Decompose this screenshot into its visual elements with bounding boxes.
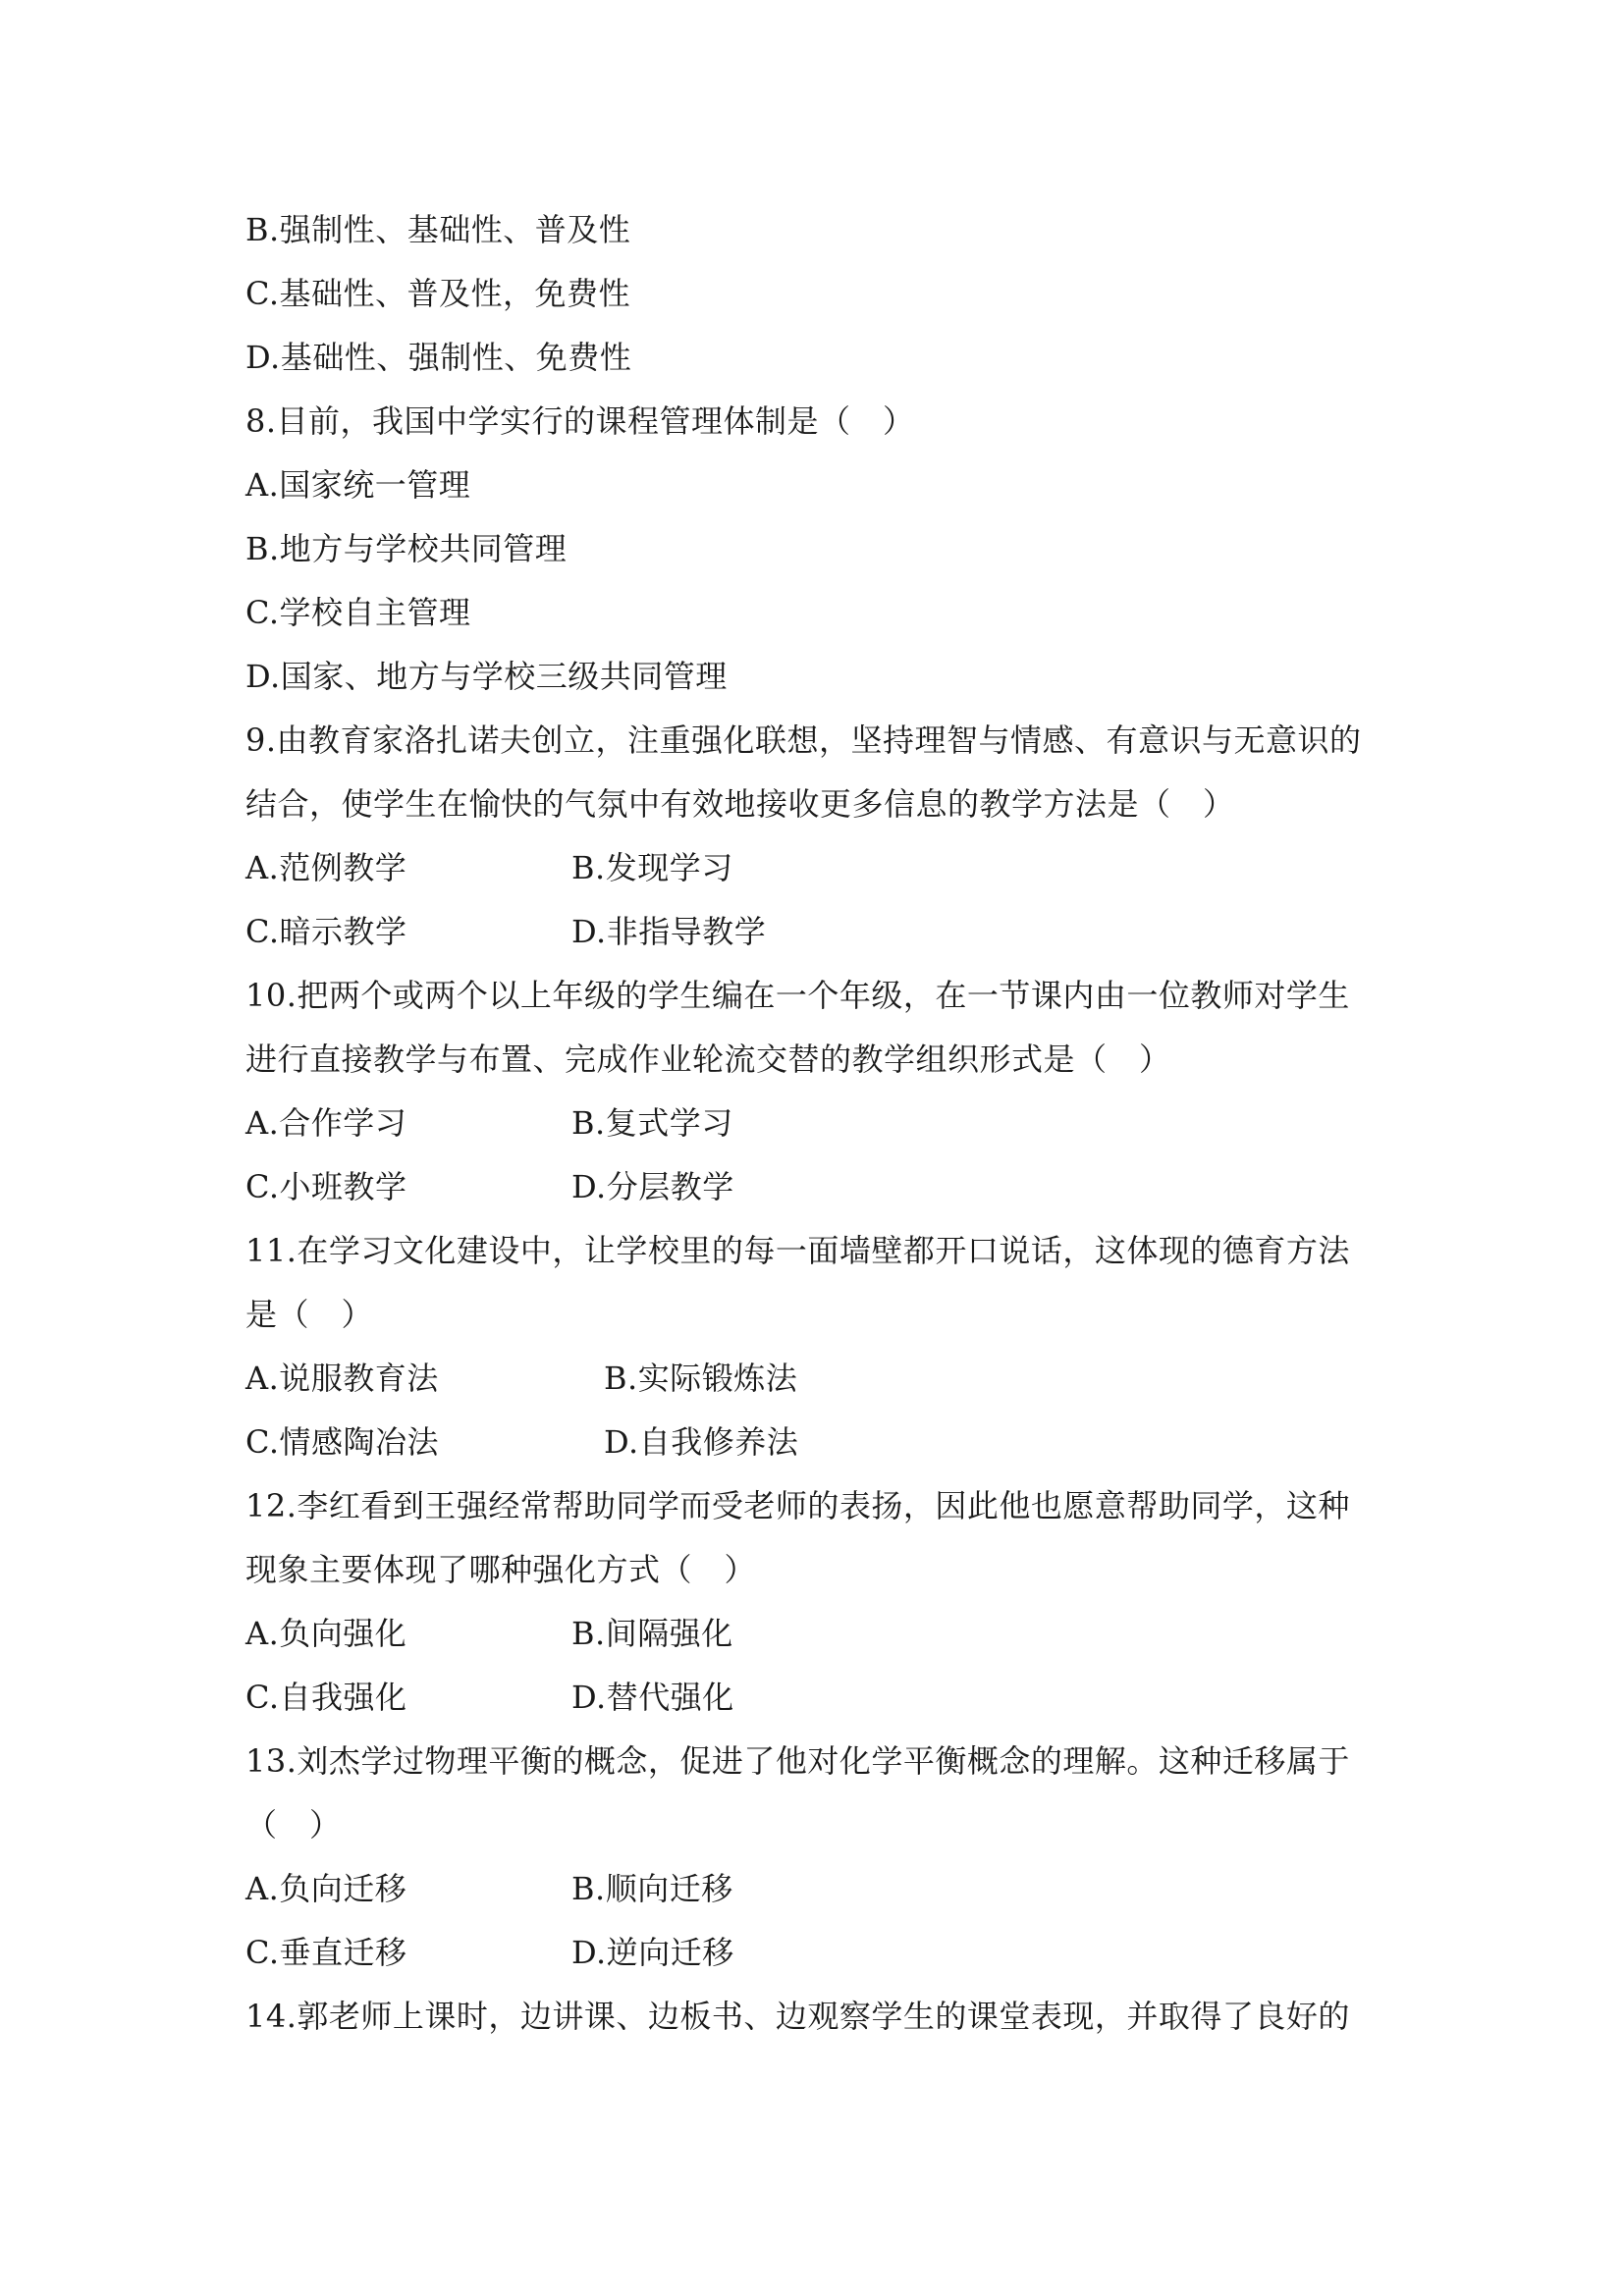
q11-stem-line-2: 是（ ）	[245, 1296, 374, 1333]
q10-options-row-1	[245, 1092, 1384, 1155]
q8-option-b: B.地方与学校共同管理	[245, 530, 568, 567]
q13-option-c: C.垂直迁移	[245, 1934, 407, 1971]
exam-page	[245, 198, 1384, 2049]
q13-options-row-1	[245, 1857, 1384, 1921]
q8-option-a: A.国家统一管理	[245, 466, 471, 504]
q8-stem: 8.目前，我国中学实行的课程管理体制是（ ）	[245, 402, 915, 440]
q11-option-a: A.说服教育法	[245, 1360, 439, 1397]
q12-stem-line-2: 现象主要体现了哪种强化方式（ ）	[245, 1551, 757, 1588]
q10-option-d: D.分层教学	[571, 1168, 734, 1205]
q11-stem-line-1: 11.在学习文化建设中，让学校里的每一面墙壁都开口说话，这体现的德育方法	[245, 1232, 1350, 1269]
q9-stem-line-1: 9.由教育家洛扎诺夫创立，注重强化联想，坚持理智与情感、有意识与无意识的	[245, 721, 1362, 759]
q13-option-a: A.负向迁移	[245, 1870, 407, 1907]
q7-option-c: C.基础性、普及性，免费性	[245, 275, 631, 312]
q12-options-row-2	[245, 1666, 1384, 1730]
q9-stem-line-2: 结合，使学生在愉快的气氛中有效地接收更多信息的教学方法是（ ）	[245, 785, 1235, 823]
q10-option-b: B.复式学习	[571, 1104, 733, 1142]
q9-option-c: C.暗示教学	[245, 913, 407, 950]
q12-stem-line-1: 12.李红看到王强经常帮助同学而受老师的表扬，因此他也愿意帮助同学，这种	[245, 1487, 1350, 1524]
q11-options-row-2	[245, 1411, 1384, 1474]
q13-stem-line-1: 13.刘杰学过物理平衡的概念，促进了他对化学平衡概念的理解。这种迁移属于	[245, 1742, 1350, 1780]
q13-option-b: B.顺向迁移	[571, 1870, 733, 1907]
q9-options-row-1	[245, 836, 1384, 900]
q14-stem-line-1: 14.郭老师上课时，边讲课、边板书、边观察学生的课堂表现，并取得了良好的	[245, 1998, 1350, 2035]
q11-options-row-1	[245, 1347, 1384, 1411]
q10-option-a: A.合作学习	[245, 1104, 407, 1142]
q8-option-c: C.学校自主管理	[245, 594, 471, 631]
q13-options-row-2	[245, 1921, 1384, 1985]
q9-option-d: D.非指导教学	[571, 913, 767, 950]
q12-options-row-1	[245, 1602, 1384, 1666]
q11-option-d: D.自我修养法	[604, 1423, 799, 1461]
q9-option-a: A.范例教学	[245, 849, 407, 886]
q10-options-row-2	[245, 1155, 1384, 1219]
q7-option-b: B.强制性、基础性、普及性	[245, 211, 631, 248]
q13-option-d: D.逆向迁移	[571, 1934, 734, 1971]
q12-option-c: C.自我强化	[245, 1679, 407, 1716]
q9-options-row-2	[245, 900, 1384, 964]
q11-option-c: C.情感陶冶法	[245, 1423, 440, 1461]
q11-option-b: B.实际锻炼法	[604, 1360, 798, 1397]
q10-stem-line-2: 进行直接教学与布置、完成作业轮流交替的教学组织形式是（ ）	[245, 1041, 1171, 1078]
q12-option-a: A.负向强化	[245, 1615, 407, 1652]
q12-option-d: D.替代强化	[571, 1679, 734, 1716]
q10-option-c: C.小班教学	[245, 1168, 407, 1205]
q12-option-b: B.间隔强化	[571, 1615, 733, 1652]
q9-option-b: B.发现学习	[571, 849, 733, 886]
q7-option-d: D.基础性、强制性、免费性	[245, 339, 632, 376]
q10-stem-line-1: 10.把两个或两个以上年级的学生编在一个年级，在一节课内由一位教师对学生	[245, 977, 1350, 1014]
q13-stem-line-2: （ ）	[245, 1806, 342, 1843]
q8-option-d: D.国家、地方与学校三级共同管理	[245, 658, 728, 695]
